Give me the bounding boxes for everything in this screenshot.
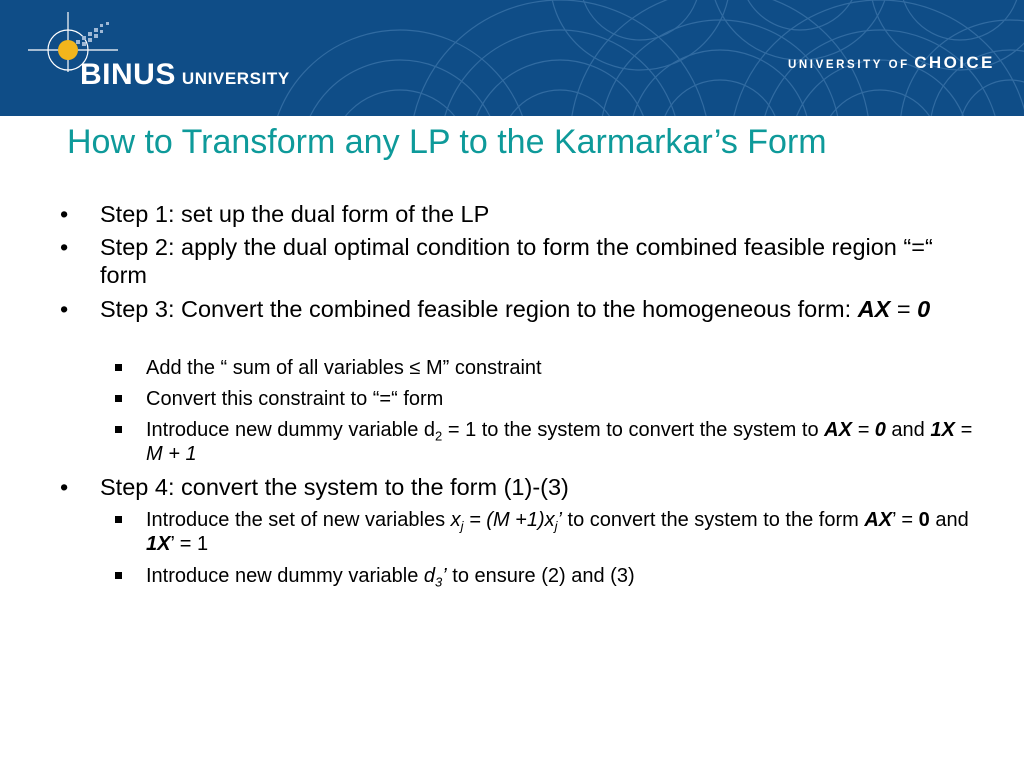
bullet-step-2: • Step 2: apply the dual optimal condition to form the combined feasible region “=“ form <box>100 233 980 289</box>
math-x: x <box>450 509 461 531</box>
sub-bullet-dummy-d3 <box>146 564 976 588</box>
subscript-j: j <box>554 518 558 534</box>
math-ax: AX <box>824 419 852 441</box>
math-1x: 1X <box>930 419 955 441</box>
text-fragment: and <box>885 419 931 441</box>
subscript-2: 2 <box>435 428 443 444</box>
bullet-step-1: • Step 1: set up the dual form of the LP <box>100 200 980 228</box>
slide-title: How to Transform any LP to the Karmarkar’s Form <box>67 123 827 161</box>
math-prime: ’ <box>557 509 562 531</box>
math-equals: = <box>890 296 918 322</box>
math-ax: AX <box>857 296 891 322</box>
tagline-prefix: UNIVERSITY OF <box>788 59 910 71</box>
math-d: d <box>423 565 436 587</box>
sub-bullet-sum-constraint: Add the “ sum of all variables ≤ M” constraint <box>146 356 976 380</box>
bullet-step-4: • Step 4: convert the system to the form (1)-(3) <box>100 473 980 501</box>
logo-brand: BINUS <box>80 58 176 91</box>
text-fragment: Introduce the set of new variables <box>146 509 451 531</box>
tagline-choice: CHOICE <box>914 53 995 72</box>
math-zero: 0 <box>874 419 886 441</box>
step3-text: Step 3: Convert the combined feasible region to the homogeneous form: <box>100 296 858 322</box>
math-zero: 0 <box>917 296 931 322</box>
text-fragment: Introduce new dummy variable d <box>146 419 436 441</box>
sub-bullet-new-variables <box>146 508 976 556</box>
text-fragment: to ensure (2) and (3) <box>446 565 635 587</box>
math-zero: 0 <box>918 509 930 531</box>
tagline <box>788 53 995 73</box>
sub-bullet-dummy-d2 <box>146 418 976 466</box>
text-fragment: = 1 to the system to convert the system to <box>442 419 825 441</box>
logo-university: UNIVERSITY <box>181 69 290 88</box>
math-prime: ’ <box>442 565 447 587</box>
text-fragment: to convert the system to the form <box>562 509 865 531</box>
text-fragment: Introduce new dummy variable <box>146 565 424 587</box>
bullet-step-3 <box>100 295 980 323</box>
subscript-j: j <box>460 518 464 534</box>
math-prime-equals: ’ = <box>892 509 919 531</box>
math-equals: = <box>851 419 875 441</box>
math-m-plus-1: = M + 1 <box>146 419 973 465</box>
text-fragment: and <box>929 509 969 531</box>
subscript-3: 3 <box>435 574 443 590</box>
math-prime-equals-1: ’ = 1 <box>170 533 209 555</box>
math-expression: = (M +1)x <box>463 509 555 531</box>
math-ax: AX <box>864 509 893 531</box>
sub-bullet-convert-constraint: Convert this constraint to “=“ form <box>146 387 976 411</box>
header-band <box>0 0 1024 116</box>
logo-wordmark <box>80 58 290 92</box>
math-1x: 1X <box>146 533 171 555</box>
